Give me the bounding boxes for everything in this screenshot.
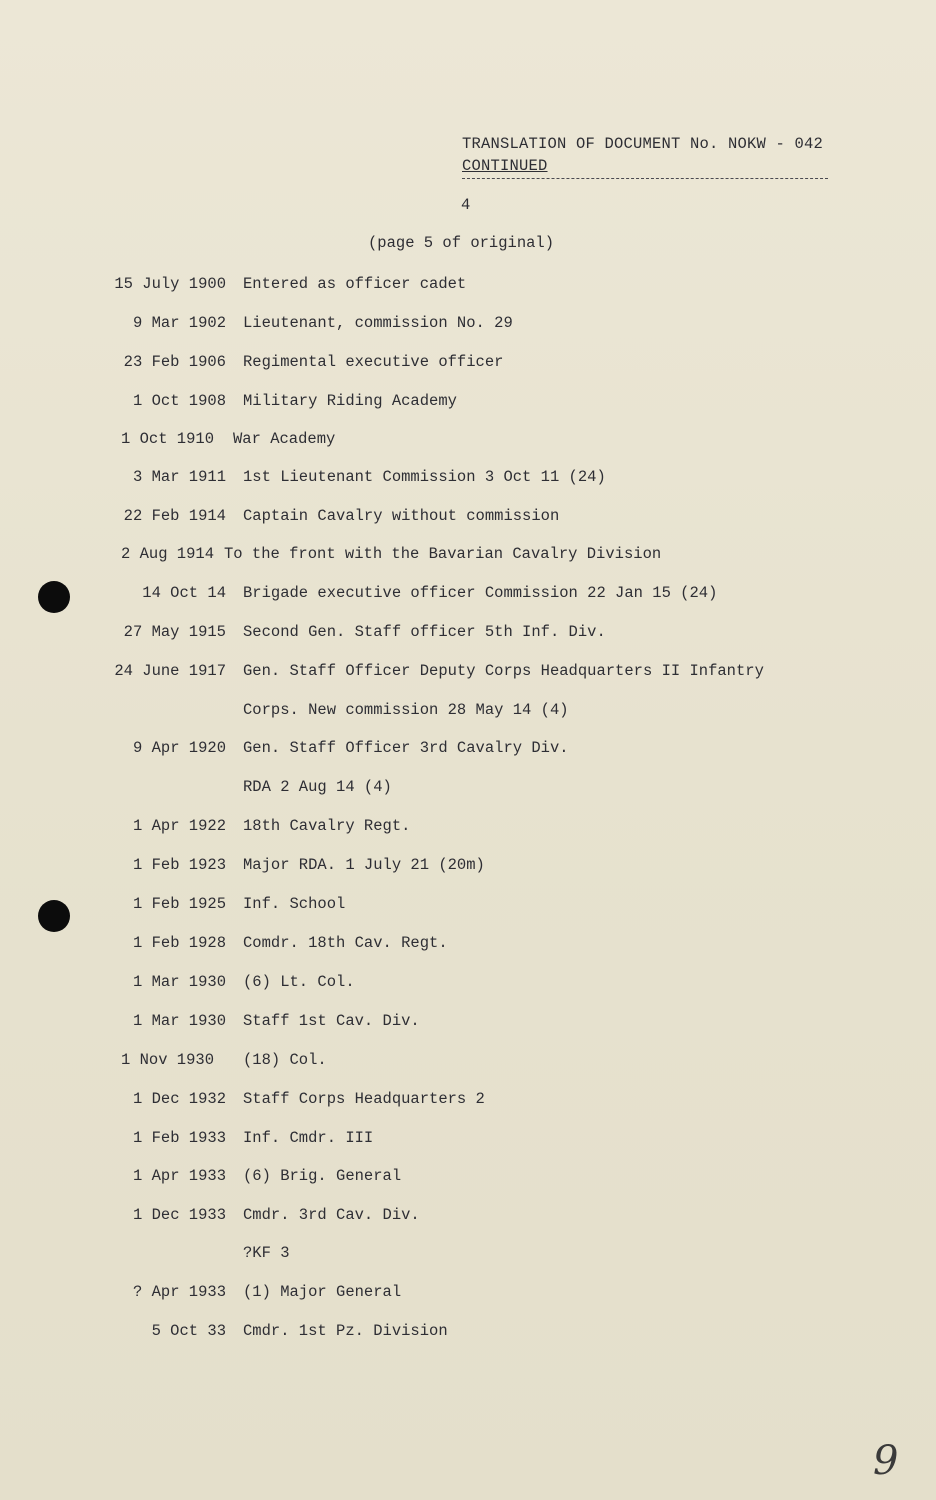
entry-date: 9 Apr 1920 [132, 739, 226, 757]
entry-description: Staff Corps Headquarters 2 [243, 1090, 485, 1108]
entry-description: Cmdr. 3rd Cav. Div. [243, 1206, 420, 1224]
entry-description: To the front with the Bavarian Cavalry Division [224, 545, 662, 563]
entry-description: Corps. New commission 28 May 14 (4) [243, 701, 569, 719]
entry-date: 5 Oct 33 [151, 1322, 226, 1340]
entry-date: 1 Mar 1930 [132, 973, 226, 991]
entry-description: War Academy [233, 430, 336, 448]
entry-date: 24 June 1917 [114, 662, 226, 680]
entry-date: 1 Dec 1933 [132, 1206, 226, 1224]
entry-date: 14 Oct 14 [142, 584, 226, 602]
entry-date: 9 Mar 1902 [132, 314, 226, 332]
entry-date: 1 Oct 1908 [132, 392, 226, 410]
entry-date: 1 Feb 1928 [132, 934, 226, 952]
entry-description: ?KF 3 [243, 1244, 290, 1262]
handwritten-folio-number: 9 [873, 1438, 899, 1484]
entry-date: 15 July 1900 [114, 275, 226, 293]
page-number: 4 [461, 196, 471, 214]
entry-description: (1) Major General [243, 1283, 402, 1301]
entry-description: Inf. School [243, 895, 346, 913]
document-title: TRANSLATION OF DOCUMENT No. NOKW - 042 [462, 135, 824, 153]
entry-date: 3 Mar 1911 [132, 468, 226, 486]
page-note: (page 5 of original) [368, 234, 555, 252]
entry-date: 1 Mar 1930 [132, 1012, 226, 1030]
entry-date: 2 Aug 1914 [120, 545, 214, 563]
entry-date: 1 Feb 1933 [132, 1129, 226, 1147]
entry-description: Captain Cavalry without commission [243, 507, 560, 525]
entry-date: 1 Feb 1923 [132, 856, 226, 874]
entry-description: Comdr. 18th Cav. Regt. [243, 934, 448, 952]
entry-date: 1 Dec 1932 [132, 1090, 226, 1108]
entry-description: Staff 1st Cav. Div. [243, 1012, 420, 1030]
entry-date: 1 Apr 1933 [132, 1167, 226, 1185]
entry-description: Regimental executive officer [243, 353, 504, 371]
entry-description: Gen. Staff Officer Deputy Corps Headquarters II Infantry [243, 662, 764, 680]
entry-date: 1 Nov 1930 [120, 1051, 214, 1069]
entry-date: 1 Oct 1910 [120, 430, 214, 448]
entry-description: Inf. Cmdr. III [243, 1129, 374, 1147]
entry-date: 1 Apr 1922 [132, 817, 226, 835]
entry-date: 23 Feb 1906 [123, 353, 226, 371]
entry-description: Entered as officer cadet [243, 275, 467, 293]
continued-label: CONTINUED [462, 156, 828, 179]
entry-description: Gen. Staff Officer 3rd Cavalry Div. [243, 739, 569, 757]
entry-description: (18) Col. [243, 1051, 327, 1069]
entry-date: ? Apr 1933 [132, 1283, 226, 1301]
entry-date: 27 May 1915 [123, 623, 226, 641]
entry-description: (6) Brig. General [243, 1167, 402, 1185]
entry-description: Military Riding Academy [243, 392, 457, 410]
entry-description: Lieutenant, commission No. 29 [243, 314, 513, 332]
entry-date: 1 Feb 1925 [132, 895, 226, 913]
entry-description: 18th Cavalry Regt. [243, 817, 411, 835]
entry-description: Brigade executive officer Commission 22 Jan 15 (24) [243, 584, 718, 602]
entry-description: Major RDA. 1 July 21 (20m) [243, 856, 485, 874]
document-header [462, 134, 828, 179]
entry-description: (6) Lt. Col. [243, 973, 355, 991]
entry-description: Cmdr. 1st Pz. Division [243, 1322, 448, 1340]
entry-description: Second Gen. Staff officer 5th Inf. Div. [243, 623, 606, 641]
entry-date: 22 Feb 1914 [123, 507, 226, 525]
entry-description: RDA 2 Aug 14 (4) [243, 778, 392, 796]
entry-description: 1st Lieutenant Commission 3 Oct 11 (24) [243, 468, 606, 486]
